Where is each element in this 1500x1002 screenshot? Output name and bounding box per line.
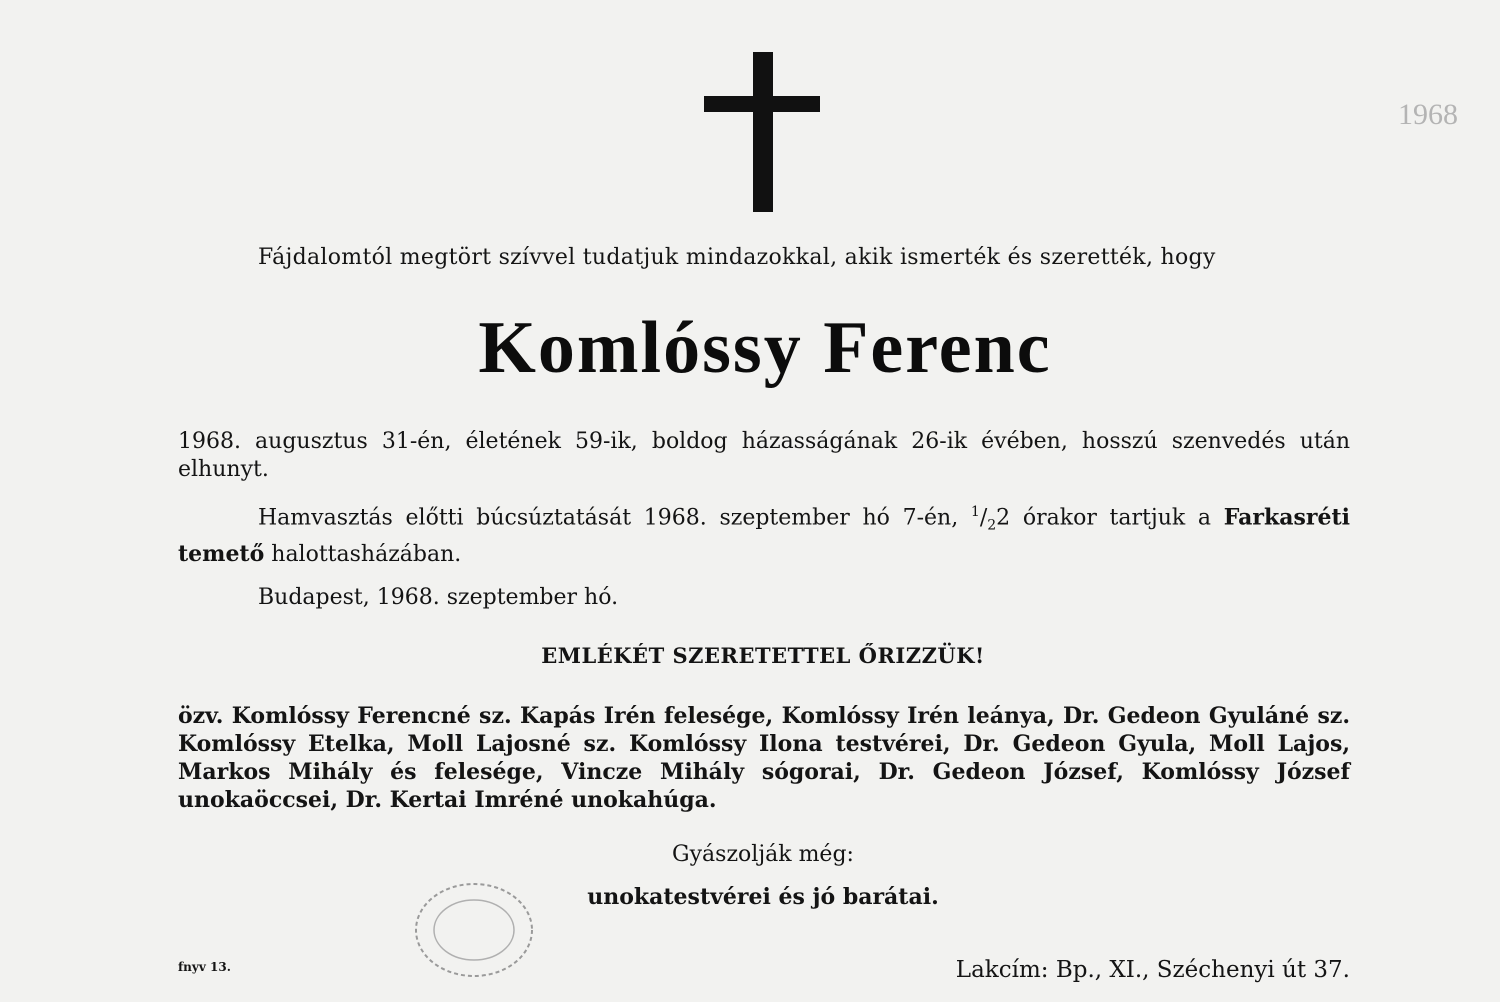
time-fraction-numerator: 1 [970,504,980,520]
friends-text: unokatestvérei és jó barátai. [587,884,939,910]
funeral-paragraph: Hamvasztás előtti búcsúztatását 1968. szeptember hó 7-én, $^1/_22$ órakor tartjuk a Farkasréti temető halottasházában. [178,504,1350,567]
mourners-list: özv. Komlóssy Ferencné sz. Kapás Irén felesége, Komlóssy Irén leánya, Dr. Gedeon Gyuláné sz. Komlóssy Etelka, Moll Lajosné sz. Komlóssy Ilona testvérei, Dr. Gedeon Gyula, Moll Lajos, Markos Mihály és felesége, Vincze Mihály sógorai, Dr. Gedeon József, Komlóssy József unokaöccsei, Dr. Kertai Imréné unokahúga. [178,703,1350,813]
funeral-text-after: halottasházában. [264,541,462,567]
deceased-name: Komlóssy Ferenc [478,307,1052,389]
funeral-place: Farkasréti temető [178,504,1350,567]
funeral-text-middle: órakor tartjuk a [1010,505,1224,531]
funeral-text-before: Hamvasztás előtti búcsúztatását 1968. szeptember hó 7-én, [258,505,971,531]
death-notice-paragraph: 1968. augusztus 31-én, életének 59-ik, boldog házasságának 26-ik évében, hosszú szenvedés után elhunyt. [178,429,1350,482]
time-fraction-denominator: 2 [987,517,997,534]
cross-icon [704,52,820,212]
printer-mark: fnyv 13. [178,960,231,974]
motto: EMLÉKÉT SZERETETTEL ŐRIZZÜK! [541,643,985,668]
also-mourning-heading: Gyászolják még: [672,842,854,867]
location-date: Budapest, 1968. szeptember hó. [258,585,619,610]
library-stamp [412,880,536,980]
address: Lakcím: Bp., XI., Széchenyi út 37. [955,957,1350,983]
archive-year: 1968 [1398,98,1458,131]
time-whole: 2 [996,505,1011,531]
intro-text: Fájdalomtól megtört szívvel tudatjuk mindazokkal, akik ismerték és szerették, hogy [258,245,1216,270]
